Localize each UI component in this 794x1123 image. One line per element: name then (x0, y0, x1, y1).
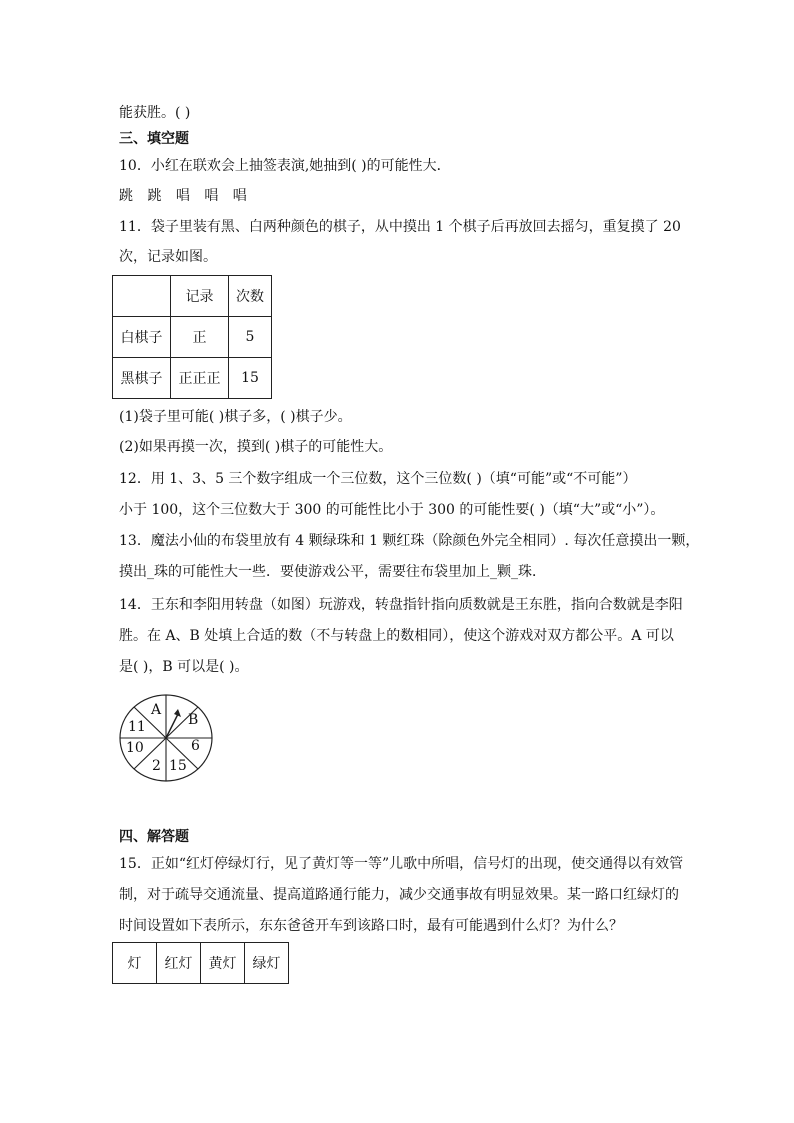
section-title-answer: 四、解答题 (119, 829, 189, 845)
question-13-line1: 13．魔法小仙的布袋里放有 4 颗绿珠和 1 颗红珠（除颜色外完全相同）. 每次任意摸出一颗， (119, 533, 700, 549)
table-header-cell: 记录 (171, 276, 229, 317)
spinner-diagram (118, 692, 218, 784)
question-14-line1: 14．王东和李阳用转盘（如图）玩游戏，转盘指针指向质数就是王东胜，指向合数就是李阳 (119, 597, 683, 613)
table-header-cell: 红灯 (157, 943, 201, 984)
table-cell: 15 (229, 358, 272, 399)
question-12-line1: 12．用 1、3、5 三个数字组成一个三位数，这个三位数( )（填“可能”或“不可能”） (119, 471, 637, 487)
question-11-line2: 次，记录如图。 (119, 249, 217, 265)
question-14-line2: 胜。在 A、B 处填上合适的数（不与转盘上的数相同），使这个游戏对双方都公平。A 可以 (119, 628, 674, 644)
question-11-part2: (2)如果再摸一次，摸到( )棋子的可能性大。 (119, 439, 393, 455)
spinner-label: B (188, 712, 199, 728)
question-15-line3: 时间设置如下表所示，东东爸爸开车到该路口时，最有可能遇到什么灯？为什么？ (119, 918, 623, 934)
table-header-cell: 黄灯 (201, 943, 245, 984)
question-10-cards: 跳 跳 唱 唱 唱 (119, 188, 249, 204)
spinner-pointer (166, 714, 178, 738)
question-15-line2: 制，对于疏导交通流量、提高道路通行能力，减少交通事故有明显效果。某一路口红绿灯的 (119, 887, 679, 903)
continued-line: 能获胜。( ) (119, 105, 191, 121)
question-11-line1: 11．袋子里装有黑、白两种颜色的棋子，从中摸出 1 个棋子后再放回去摇匀，重复摸了 20 (119, 219, 681, 235)
question-13-line2: 摸出_珠的可能性大一些．要使游戏公平，需要往布袋里加上_颗_珠． (119, 564, 546, 580)
table-header-row (113, 276, 272, 317)
question-12-line2: 小于 100，这个三位数大于 300 的可能性比小于 300 的可能性要( )（填“大”或“小”）。 (119, 502, 665, 518)
question-15-line1: 15．正如“红灯停绿灯行，见了黄灯等一等”儿歌中所唱，信号灯的出现，使交通得以有效管 (119, 856, 684, 872)
table-row (113, 317, 272, 358)
spinner-label: A (151, 702, 162, 718)
table-cell: 正 (171, 317, 229, 358)
spinner-label: 10 (126, 740, 144, 756)
table-cell: 白棋子 (113, 317, 171, 358)
table-header-cell: 次数 (229, 276, 272, 317)
spinner-label: 2 (152, 758, 161, 774)
table-cell: 黑棋子 (113, 358, 171, 399)
table-cell: 5 (229, 317, 272, 358)
table-header-cell: 绿灯 (245, 943, 289, 984)
table-cell: 正正正 (171, 358, 229, 399)
table-header-cell (113, 276, 171, 317)
table-header-cell: 灯 (113, 943, 157, 984)
traffic-light-table (112, 942, 289, 984)
chess-record-table (112, 275, 272, 399)
table-header-row (113, 943, 289, 984)
question-11-part1: (1)袋子里可能( )棋子多，( )棋子少。 (119, 409, 352, 425)
spinner-label: 15 (169, 758, 187, 774)
spinner-label: 6 (191, 738, 200, 754)
table-row (113, 358, 272, 399)
question-10: 10．小红在联欢会上抽签表演,她抽到( )的可能性大． (119, 158, 451, 174)
question-14-line3: 是( )，B 可以是( )。 (119, 659, 249, 675)
section-title-fill-blank: 三、填空题 (119, 131, 189, 147)
spinner-label: 11 (128, 719, 146, 735)
